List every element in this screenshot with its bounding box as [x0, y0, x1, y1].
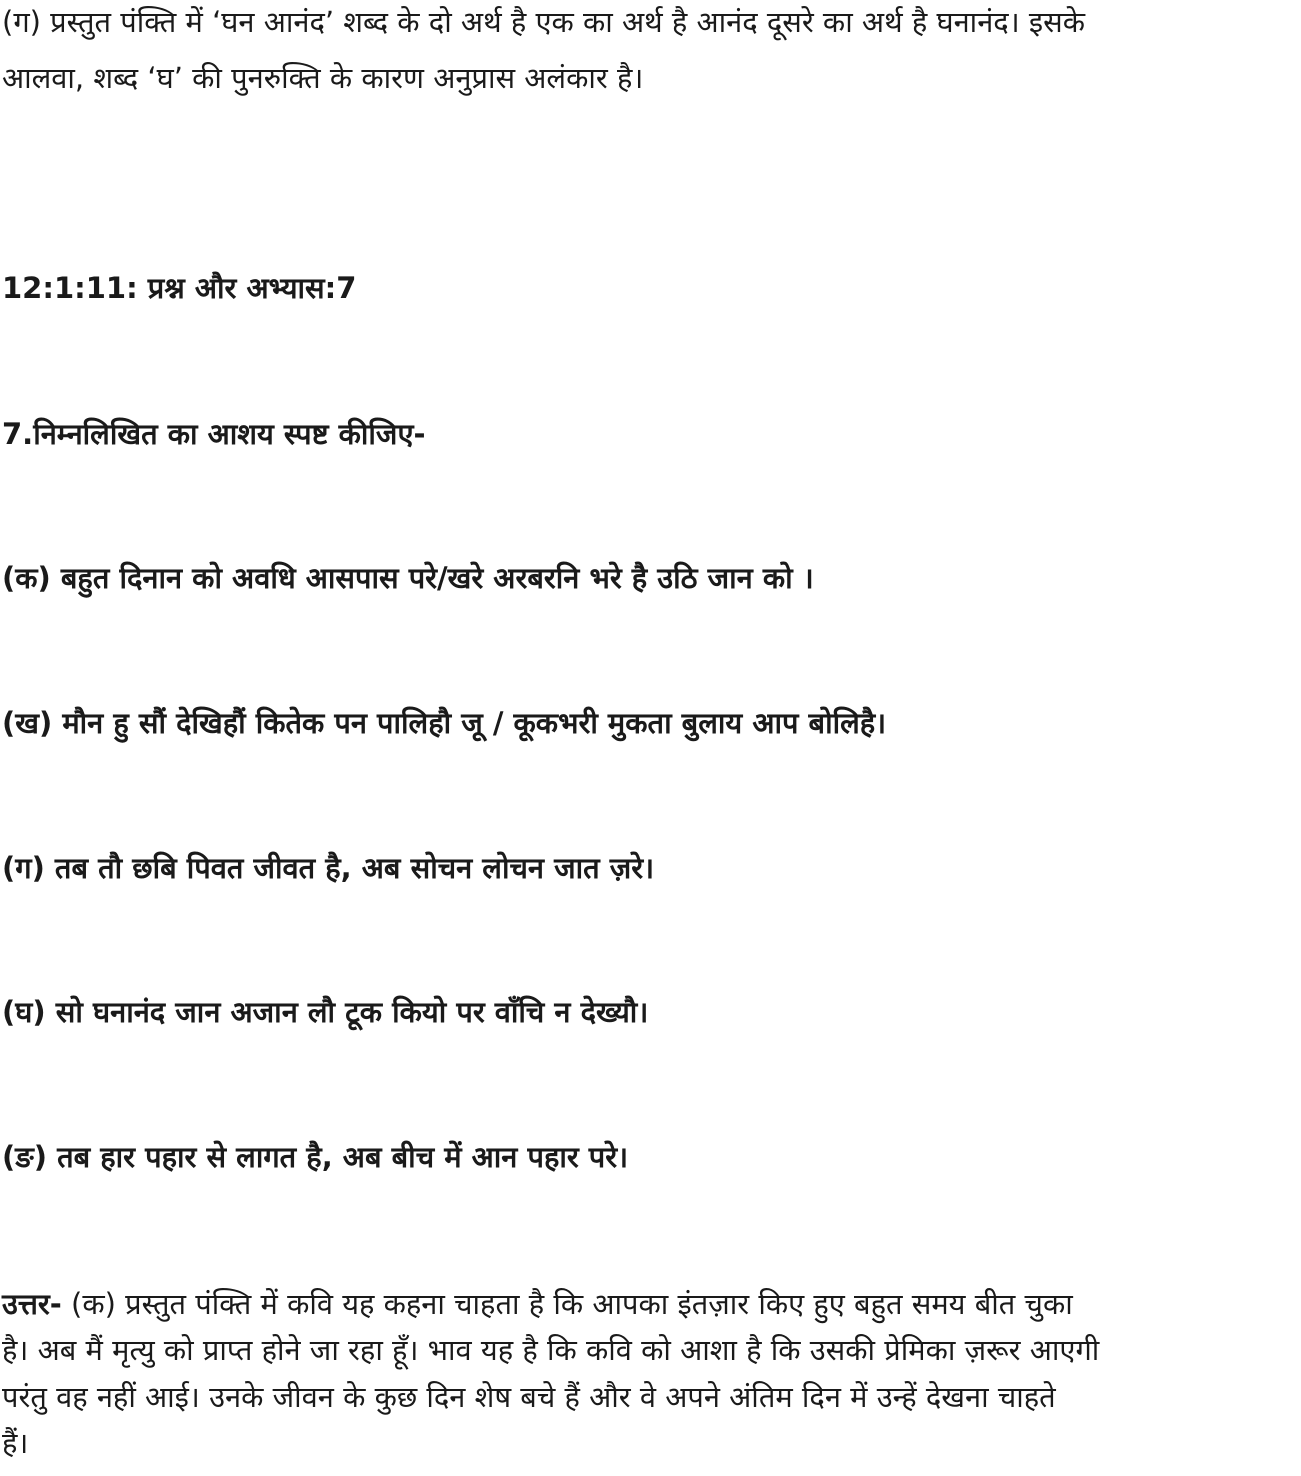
answer-line-3: परंतु वह नहीं आई। उनके जीवन के कुछ दिन शेष बचे हैं और वे अपने अंतिम दिन में उन्हें देखना चाहते — [2, 1380, 1056, 1414]
intro-line-2: आलवा, शब्द ‘घ’ की पुनरुक्ति के कारण अनुप्रास अलंकार है। — [2, 61, 644, 95]
answer-line-1 — [2, 1284, 1073, 1324]
section-heading: 12:1:11: प्रश्न और अभ्यास:7 — [2, 271, 357, 305]
answer-line-4: हैं। — [2, 1426, 29, 1460]
item-ka: (क) बहुत दिनान को अवधि आसपास परे/खरे अरबरनि भरे है उठि जान को । — [2, 561, 814, 595]
item-nga: (ङ) तब हार पहार से लागत है, अब बीच में आन पहार परे। — [2, 1140, 629, 1174]
item-ga: (ग) तब तौ छबि पिवत जीवत है, अब सोचन लोचन जात ज़रे। — [2, 851, 655, 885]
answer-prefix: उत्तर- — [2, 1287, 62, 1321]
answer-line-2: है। अब मैं मृत्यु को प्राप्त होने जा रहा हूँ। भाव यह है कि कवि को आशा है कि उसकी प्रेमिका ज़रूर आएगी — [2, 1333, 1100, 1367]
question-heading: 7.निम्नलिखित का आशय स्पष्ट कीजिए- — [2, 417, 426, 451]
item-gha: (घ) सो घनानंद जान अजान लौ टूक कियो पर वाँचि न देख्यौ। — [2, 995, 649, 1029]
intro-line-1: (ग) प्रस्तुत पंक्ति में ‘घन आनंद’ शब्द के दो अर्थ है एक का अर्थ है आनंद दूसरे का अर्थ है घनानंद। इसके — [2, 5, 1086, 39]
item-kha: (ख) मौन हु सौं देखिहौं कितेक पन पालिहौ जू / कूकभरी मुकता बुलाय आप बोलिहै। — [2, 706, 887, 740]
answer-text-1: (क) प्रस्तुत पंक्ति में कवि यह कहना चाहता है कि आपका इंतज़ार किए हुए बहुत समय बीत चुका — [61, 1287, 1073, 1321]
